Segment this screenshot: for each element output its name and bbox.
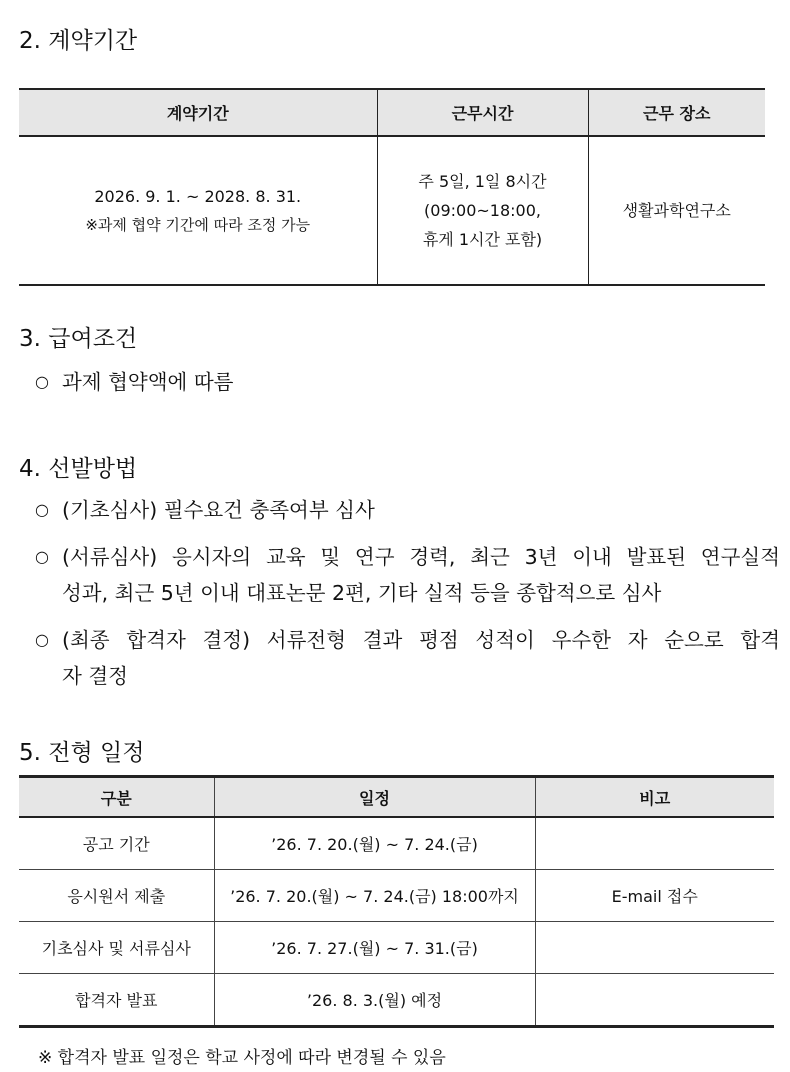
row-category: 공고 기간: [19, 817, 214, 870]
work-location-cell: 생활과학연구소: [588, 136, 765, 285]
table-row: [19, 817, 774, 870]
working-hours-line-2: (09:00~18:00,: [424, 201, 541, 220]
contract-period-cell: [19, 136, 377, 285]
row-remarks: [535, 817, 774, 870]
row-category: 기초심사 및 서류심사: [19, 922, 214, 974]
row-category: 응시원서 제출: [19, 870, 214, 922]
working-hours-line-1: 주 5일, 1일 8시간: [418, 172, 547, 191]
row-remarks: [535, 922, 774, 974]
selection-final-line-1: (최종 합격자 결정) 서류전형 결과 평점 성적이 우수한 자 순으로 합격: [62, 628, 780, 652]
salary-text: 과제 협약액에 따름: [62, 370, 234, 394]
table-row: [19, 870, 774, 922]
selection-document-line-2: 성과, 최근 5년 이내 대표논문 2편, 기타 실적 등을 종합적으로 심사: [62, 581, 662, 605]
bullet-circle-icon: ○: [35, 630, 49, 649]
header-working-hours: 근무시간: [377, 89, 588, 136]
working-hours-line-3: 휴게 1시간 포함): [422, 230, 543, 249]
contract-table-header: [19, 89, 765, 136]
contract-period: 2026. 9. 1. ~ 2028. 8. 31.: [94, 186, 302, 206]
row-remarks: [535, 974, 774, 1027]
table-row: [19, 974, 774, 1027]
contract-table-row: [19, 136, 765, 285]
bullet-circle-icon: ○: [35, 547, 49, 566]
header-contract-period: 계약기간: [19, 89, 377, 136]
section-3-heading: 3. 급여조건: [19, 326, 138, 352]
section-2-heading: 2. 계약기간: [19, 28, 138, 54]
header-remarks: 비고: [535, 777, 774, 818]
row-schedule: ’26. 7. 20.(월) ~ 7. 24.(금): [214, 817, 535, 870]
section-5-heading: 5. 전형 일정: [19, 740, 145, 766]
selection-basic-text: (기초심사) 필수요건 충족여부 심사: [62, 498, 375, 522]
row-remarks: E-mail 접수: [535, 870, 774, 922]
schedule-footnote: ※ 합격자 발표 일정은 학교 사정에 따라 변경될 수 있음: [38, 1048, 446, 1068]
section-4-heading: 4. 선발방법: [19, 456, 138, 482]
header-category: 구분: [19, 777, 214, 818]
contract-period-note: ※과제 협약 기간에 따라 조정 가능: [85, 215, 311, 234]
selection-final-line-2: 자 결정: [62, 664, 128, 688]
bullet-circle-icon: ○: [35, 500, 49, 519]
schedule-table-header: [19, 777, 774, 818]
row-schedule: ’26. 7. 27.(월) ~ 7. 31.(금): [214, 922, 535, 974]
bullet-circle-icon: ○: [35, 372, 49, 391]
working-hours-cell: [377, 136, 588, 285]
schedule-table: [19, 775, 774, 1028]
table-row: [19, 922, 774, 974]
header-schedule: 일정: [214, 777, 535, 818]
row-schedule: ’26. 8. 3.(월) 예정: [214, 974, 535, 1027]
header-work-location: 근무 장소: [588, 89, 765, 136]
selection-document-line-1: (서류심사) 응시자의 교육 및 연구 경력, 최근 3년 이내 발표된 연구실적: [62, 545, 780, 569]
row-category: 합격자 발표: [19, 974, 214, 1027]
row-schedule: ’26. 7. 20.(월) ~ 7. 24.(금) 18:00까지: [214, 870, 535, 922]
contract-table: [19, 88, 765, 286]
